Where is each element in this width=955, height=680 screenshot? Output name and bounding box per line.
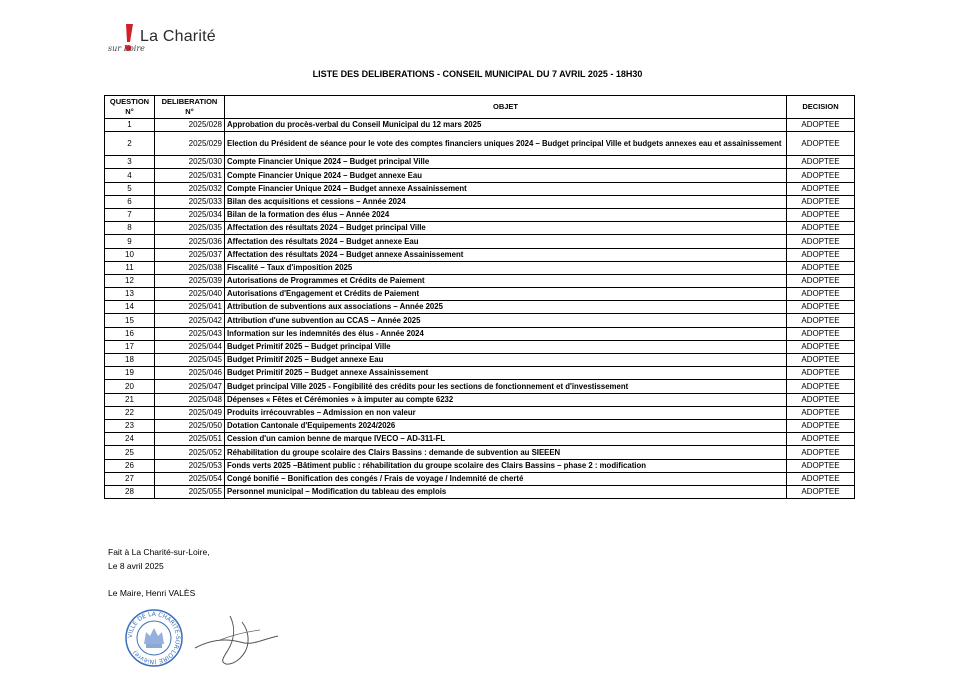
table-row — [105, 406, 855, 419]
table-row — [105, 367, 855, 380]
objet-cell: Approbation du procès-verbal du Conseil Municipal du 12 mars 2025 — [225, 119, 787, 132]
decision-cell: ADOPTEE — [787, 459, 855, 472]
header-question: QUESTION N° — [105, 96, 155, 119]
question-number: 20 — [105, 380, 155, 393]
table-row — [105, 195, 855, 208]
table-row — [105, 182, 855, 195]
objet-cell: Bilan des acquisitions et cessions – Année 2024 — [225, 195, 787, 208]
table-row — [105, 314, 855, 327]
svg-text:VILLE DE LA CHARITE-SUR-LOIRE: VILLE DE LA CHARITE-SUR-LOIRE (Nièvre) — [126, 610, 182, 666]
objet-cell: Cession d'un camion benne de marque IVECO – AD-311-FL — [225, 433, 787, 446]
deliberation-number: 2025/038 — [155, 261, 225, 274]
objet-cell: Budget Primitif 2025 – Budget annexe Assainissement — [225, 367, 787, 380]
objet-cell: Dotation Cantonale d'Equipements 2024/2026 — [225, 419, 787, 432]
table-row — [105, 340, 855, 353]
table-row — [105, 393, 855, 406]
decision-cell: ADOPTEE — [787, 261, 855, 274]
table-row — [105, 288, 855, 301]
table-row — [105, 301, 855, 314]
objet-cell: Election du Président de séance pour le vote des comptes financiers uniques 2024 – Budget principal Ville et budgets annexes eau et assainissement — [225, 132, 787, 156]
deliberation-number: 2025/052 — [155, 446, 225, 459]
logo-title: La Charité — [140, 28, 216, 45]
table-row — [105, 119, 855, 132]
question-number: 12 — [105, 274, 155, 287]
decision-cell: ADOPTEE — [787, 274, 855, 287]
decision-cell: ADOPTEE — [787, 169, 855, 182]
decision-cell: ADOPTEE — [787, 393, 855, 406]
header-objet: OBJET — [225, 96, 787, 119]
deliberation-number: 2025/055 — [155, 485, 225, 498]
deliberation-number: 2025/046 — [155, 367, 225, 380]
question-number: 7 — [105, 208, 155, 221]
decision-cell: ADOPTEE — [787, 354, 855, 367]
deliberation-number: 2025/036 — [155, 235, 225, 248]
objet-cell: Attribution de subventions aux associations – Année 2025 — [225, 301, 787, 314]
question-number: 25 — [105, 446, 155, 459]
objet-cell: Budget principal Ville 2025 - Fongibilité des crédits pour les sections de fonctionnement et d'investissement — [225, 380, 787, 393]
footer-date: Le 8 avril 2025 — [108, 561, 164, 571]
question-number: 23 — [105, 419, 155, 432]
question-number: 2 — [105, 132, 155, 156]
mayor-signature — [190, 610, 285, 668]
question-number: 3 — [105, 156, 155, 169]
decision-cell: ADOPTEE — [787, 380, 855, 393]
deliberation-number: 2025/034 — [155, 208, 225, 221]
table-header-row — [105, 96, 855, 119]
objet-cell: Fiscalité – Taux d'imposition 2025 — [225, 261, 787, 274]
decision-cell: ADOPTEE — [787, 156, 855, 169]
table-row — [105, 248, 855, 261]
objet-cell: Affectation des résultats 2024 – Budget principal Ville — [225, 222, 787, 235]
deliberations-table — [104, 95, 855, 499]
objet-cell: Personnel municipal – Modification du tableau des emplois — [225, 485, 787, 498]
question-number: 28 — [105, 485, 155, 498]
objet-cell: Compte Financier Unique 2024 – Budget principal Ville — [225, 156, 787, 169]
deliberation-number: 2025/028 — [155, 119, 225, 132]
decision-cell: ADOPTEE — [787, 248, 855, 261]
decision-cell: ADOPTEE — [787, 288, 855, 301]
question-number: 22 — [105, 406, 155, 419]
question-number: 13 — [105, 288, 155, 301]
table-row — [105, 380, 855, 393]
deliberation-number: 2025/033 — [155, 195, 225, 208]
decision-cell: ADOPTEE — [787, 406, 855, 419]
table-row — [105, 472, 855, 485]
question-number: 17 — [105, 340, 155, 353]
deliberation-number: 2025/050 — [155, 419, 225, 432]
table-row — [105, 274, 855, 287]
decision-cell: ADOPTEE — [787, 367, 855, 380]
deliberation-number: 2025/053 — [155, 459, 225, 472]
decision-cell: ADOPTEE — [787, 419, 855, 432]
objet-cell: Affectation des résultats 2024 – Budget annexe Assainissement — [225, 248, 787, 261]
deliberation-number: 2025/051 — [155, 433, 225, 446]
logo-subtitle: sur Loire — [108, 44, 145, 53]
question-number: 1 — [105, 119, 155, 132]
question-number: 6 — [105, 195, 155, 208]
table-row — [105, 169, 855, 182]
deliberation-number: 2025/044 — [155, 340, 225, 353]
objet-cell: Produits irrécouvrables – Admission en non valeur — [225, 406, 787, 419]
decision-cell: ADOPTEE — [787, 132, 855, 156]
table-row — [105, 433, 855, 446]
deliberation-number: 2025/032 — [155, 182, 225, 195]
table-row — [105, 261, 855, 274]
deliberation-number: 2025/048 — [155, 393, 225, 406]
decision-cell: ADOPTEE — [787, 446, 855, 459]
question-number: 16 — [105, 327, 155, 340]
objet-cell: Budget Primitif 2025 – Budget annexe Eau — [225, 354, 787, 367]
table-row — [105, 156, 855, 169]
objet-cell: Budget Primitif 2025 – Budget principal Ville — [225, 340, 787, 353]
decision-cell: ADOPTEE — [787, 119, 855, 132]
header-deliberation: DELIBERATION N° — [155, 96, 225, 119]
deliberation-number: 2025/043 — [155, 327, 225, 340]
objet-cell: Attribution d'une subvention au CCAS – Année 2025 — [225, 314, 787, 327]
question-number: 5 — [105, 182, 155, 195]
deliberation-number: 2025/039 — [155, 274, 225, 287]
decision-cell: ADOPTEE — [787, 222, 855, 235]
decision-cell: ADOPTEE — [787, 327, 855, 340]
document-title: LISTE DES DELIBERATIONS - CONSEIL MUNICIPAL DU 7 AVRIL 2025 - 18H30 — [312, 69, 643, 79]
question-number: 10 — [105, 248, 155, 261]
city-stamp-seal — [124, 608, 184, 668]
header-decision: DECISION — [787, 96, 855, 119]
deliberation-number: 2025/040 — [155, 288, 225, 301]
question-number: 8 — [105, 222, 155, 235]
deliberation-number: 2025/045 — [155, 354, 225, 367]
objet-cell: Dépenses « Fêtes et Cérémonies » à imputer au compte 6232 — [225, 393, 787, 406]
deliberation-number: 2025/037 — [155, 248, 225, 261]
table-row — [105, 419, 855, 432]
objet-cell: Congé bonifié – Bonification des congés / Frais de voyage / Indemnité de cherté — [225, 472, 787, 485]
table-row — [105, 446, 855, 459]
objet-cell: Information sur les indemnités des élus - Année 2024 — [225, 327, 787, 340]
objet-cell: Autorisations d'Engagement et Crédits de Paiement — [225, 288, 787, 301]
deliberation-number: 2025/035 — [155, 222, 225, 235]
question-number: 4 — [105, 169, 155, 182]
table-row — [105, 327, 855, 340]
deliberation-number: 2025/042 — [155, 314, 225, 327]
footer-place: Fait à La Charité-sur-Loire, — [108, 547, 210, 557]
question-number: 24 — [105, 433, 155, 446]
objet-cell: Fonds verts 2025 –Bâtiment public : réhabilitation du groupe scolaire des Clairs Bassins – phase 2 : modification — [225, 459, 787, 472]
decision-cell: ADOPTEE — [787, 208, 855, 221]
decision-cell: ADOPTEE — [787, 314, 855, 327]
table-row — [105, 222, 855, 235]
question-number: 14 — [105, 301, 155, 314]
footer-signatory: Le Maire, Henri VALÈS — [108, 588, 196, 598]
question-number: 11 — [105, 261, 155, 274]
table-row — [105, 235, 855, 248]
question-number: 9 — [105, 235, 155, 248]
decision-cell: ADOPTEE — [787, 485, 855, 498]
question-number: 21 — [105, 393, 155, 406]
decision-cell: ADOPTEE — [787, 433, 855, 446]
objet-cell: Compte Financier Unique 2024 – Budget annexe Assainissement — [225, 182, 787, 195]
deliberation-number: 2025/029 — [155, 132, 225, 156]
objet-cell: Compte Financier Unique 2024 – Budget annexe Eau — [225, 169, 787, 182]
objet-cell: Affectation des résultats 2024 – Budget annexe Eau — [225, 235, 787, 248]
table-row — [105, 208, 855, 221]
objet-cell: Bilan de la formation des élus – Année 2024 — [225, 208, 787, 221]
deliberation-number: 2025/031 — [155, 169, 225, 182]
question-number: 19 — [105, 367, 155, 380]
question-number: 15 — [105, 314, 155, 327]
decision-cell: ADOPTEE — [787, 472, 855, 485]
decision-cell: ADOPTEE — [787, 301, 855, 314]
deliberation-number: 2025/030 — [155, 156, 225, 169]
objet-cell: Réhabilitation du groupe scolaire des Clairs Bassins : demande de subvention au SIEEEN — [225, 446, 787, 459]
table-row — [105, 132, 855, 156]
deliberation-number: 2025/049 — [155, 406, 225, 419]
decision-cell: ADOPTEE — [787, 182, 855, 195]
table-row — [105, 459, 855, 472]
deliberation-number: 2025/047 — [155, 380, 225, 393]
question-number: 27 — [105, 472, 155, 485]
question-number: 26 — [105, 459, 155, 472]
objet-cell: Autorisations de Programmes et Crédits de Paiement — [225, 274, 787, 287]
deliberation-number: 2025/041 — [155, 301, 225, 314]
deliberation-number: 2025/054 — [155, 472, 225, 485]
decision-cell: ADOPTEE — [787, 235, 855, 248]
decision-cell: ADOPTEE — [787, 195, 855, 208]
table-row — [105, 354, 855, 367]
question-number: 18 — [105, 354, 155, 367]
table-row — [105, 485, 855, 498]
decision-cell: ADOPTEE — [787, 340, 855, 353]
